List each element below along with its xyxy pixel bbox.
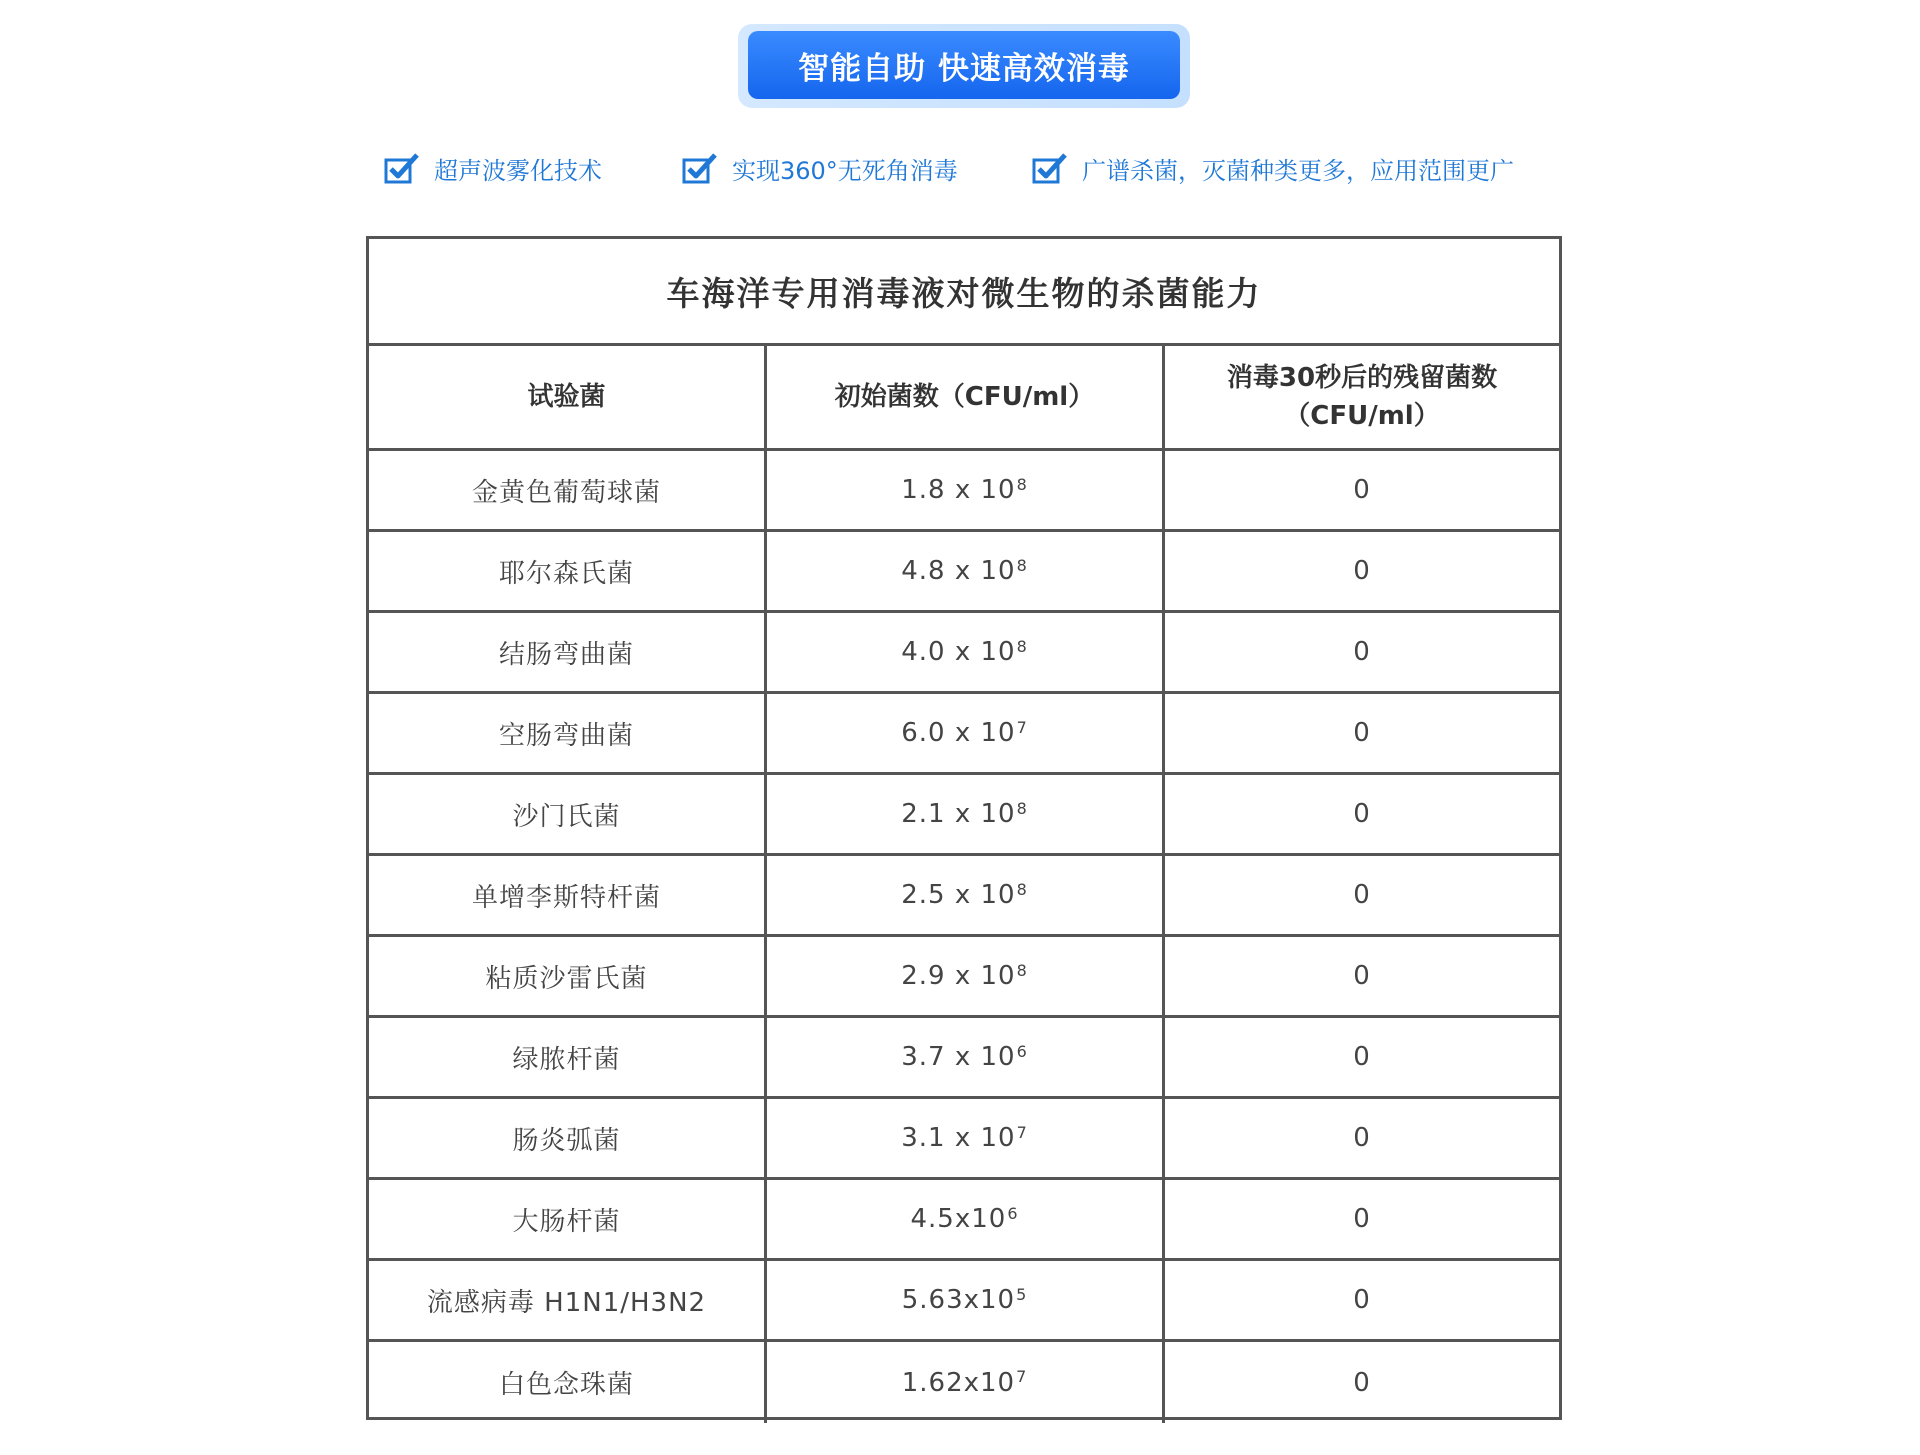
table-row — [369, 775, 1559, 856]
table-row — [369, 532, 1559, 613]
count-base: 6.0 x 10 — [901, 718, 1016, 748]
table-row — [369, 937, 1559, 1018]
table-row — [369, 694, 1559, 775]
count-exponent: 8 — [1016, 960, 1028, 980]
count-exponent: 7 — [1016, 1122, 1028, 1142]
residual-count: 0 — [1353, 880, 1371, 910]
residual-count: 0 — [1353, 1285, 1371, 1315]
residual-count: 0 — [1353, 1367, 1371, 1398]
organism-name: 大肠杆菌 — [369, 1180, 767, 1258]
residual-count: 0 — [1353, 1042, 1371, 1072]
feature-item-broad-spectrum — [1032, 150, 1514, 186]
count-base: 1.62x10 — [901, 1367, 1016, 1398]
initial-count — [767, 613, 1165, 691]
residual-count: 0 — [1353, 1123, 1371, 1153]
header-residual-line1: 消毒30秒后的残留菌数 — [1226, 363, 1498, 393]
organism-name: 单增李斯特杆菌 — [369, 856, 767, 934]
feature-label: 广谱杀菌，灭菌种类更多，应用范围更广 — [1082, 156, 1514, 185]
feature-label: 超声波雾化技术 — [434, 156, 602, 185]
count-base: 2.1 x 10 — [901, 799, 1016, 829]
organism-name: 沙门氏菌 — [369, 775, 767, 853]
initial-count — [767, 1342, 1165, 1423]
organism-name: 金黄色葡萄球菌 — [369, 451, 767, 529]
count-base: 3.1 x 10 — [901, 1123, 1016, 1153]
organism-name: 白色念珠菌 — [369, 1342, 767, 1423]
organism-name: 肠炎弧菌 — [369, 1099, 767, 1177]
organism-name: 流感病毒 H1N1/H3N2 — [369, 1261, 767, 1339]
count-exponent: 8 — [1016, 798, 1028, 818]
count-base: 4.8 x 10 — [901, 556, 1016, 586]
count-exponent: 8 — [1016, 636, 1028, 656]
organism-name: 空肠弯曲菌 — [369, 694, 767, 772]
checkbox-checked-icon — [384, 152, 420, 184]
residual-count: 0 — [1353, 718, 1371, 748]
table-row — [369, 1099, 1559, 1180]
initial-count — [767, 1180, 1165, 1258]
initial-count — [767, 775, 1165, 853]
table-row — [369, 613, 1559, 694]
organism-name: 结肠弯曲菌 — [369, 613, 767, 691]
table-row — [369, 451, 1559, 532]
table-row — [369, 1261, 1559, 1342]
banner-title: 智能自助 快速高效消毒 — [748, 31, 1180, 99]
banner-frame — [738, 24, 1190, 108]
checkbox-checked-icon — [1032, 152, 1068, 184]
initial-count — [767, 694, 1165, 772]
count-exponent: 6 — [1007, 1203, 1019, 1223]
initial-count — [767, 1099, 1165, 1177]
feature-item-ultrasonic — [384, 150, 602, 186]
count-exponent: 8 — [1016, 555, 1028, 575]
initial-count — [767, 1018, 1165, 1096]
count-exponent: 7 — [1016, 717, 1028, 737]
count-base: 1.8 x 10 — [901, 475, 1016, 505]
count-base: 4.5x10 — [910, 1204, 1007, 1234]
feature-label: 实现360°无死角消毒 — [732, 156, 958, 185]
header-test-organism: 试验菌 — [369, 346, 767, 448]
count-exponent: 8 — [1016, 474, 1028, 494]
table-header-row — [369, 346, 1559, 451]
count-base: 4.0 x 10 — [901, 637, 1016, 667]
count-exponent: 6 — [1016, 1041, 1028, 1061]
residual-count: 0 — [1353, 799, 1371, 829]
table-row — [369, 1342, 1559, 1423]
residual-count: 0 — [1353, 1204, 1371, 1234]
table-row — [369, 856, 1559, 937]
table-title: 车海洋专用消毒液对微生物的杀菌能力 — [369, 239, 1559, 346]
count-base: 3.7 x 10 — [901, 1042, 1016, 1072]
table-row — [369, 1180, 1559, 1261]
header-initial-count: 初始菌数（CFU/ml） — [767, 346, 1165, 448]
checkbox-checked-icon — [682, 152, 718, 184]
organism-name: 粘质沙雷氏菌 — [369, 937, 767, 1015]
initial-count — [767, 1261, 1165, 1339]
initial-count — [767, 451, 1165, 529]
table-row — [369, 1018, 1559, 1099]
residual-count: 0 — [1353, 961, 1371, 991]
residual-count: 0 — [1353, 556, 1371, 586]
header-residual-line2: （CFU/ml） — [1284, 401, 1440, 431]
count-base: 2.5 x 10 — [901, 880, 1016, 910]
residual-count: 0 — [1353, 475, 1371, 505]
sterilization-table — [366, 236, 1562, 1420]
count-exponent: 7 — [1016, 1367, 1028, 1386]
organism-name: 耶尔森氏菌 — [369, 532, 767, 610]
organism-name: 绿脓杆菌 — [369, 1018, 767, 1096]
header-residual-count — [1165, 346, 1559, 448]
initial-count — [767, 856, 1165, 934]
count-exponent: 8 — [1016, 879, 1028, 899]
feature-item-360 — [682, 150, 958, 186]
initial-count — [767, 532, 1165, 610]
initial-count — [767, 937, 1165, 1015]
count-base: 2.9 x 10 — [901, 961, 1016, 991]
residual-count: 0 — [1353, 637, 1371, 667]
count-base: 5.63x10 — [901, 1285, 1016, 1315]
count-exponent: 5 — [1016, 1284, 1028, 1304]
